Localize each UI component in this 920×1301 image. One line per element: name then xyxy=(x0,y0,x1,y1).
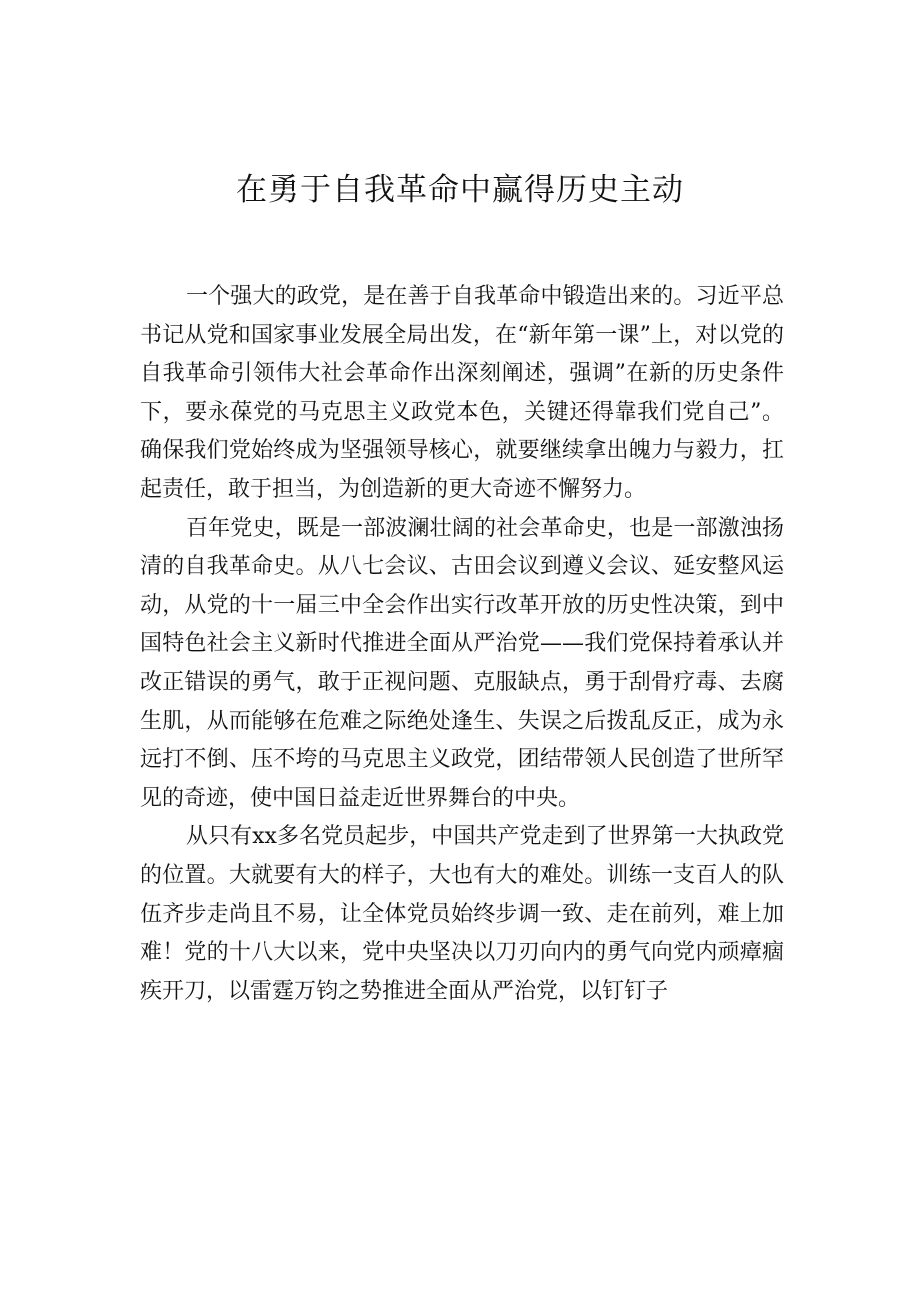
paragraph: 从只有xx多名党员起步，中国共产党走到了世界第一大执政党的位置。大就要有大的样子，大也有大的难处。训练一支百人的队伍齐步走尚且不易，让全体党员始终步调一致、走在前列，难上加难！党的十八大以来，党中央坚决以刀刃向内的勇气向党内顽瘴痼疾开刀，以雷霆万钧之势推进全面从严治党，以钉钉子 xyxy=(140,824,784,1004)
paragraph: 百年党史，既是一部波澜壮阔的社会革命史，也是一部激浊扬清的自我革命史。从八七会议、古田会议到遵义会议、延安整风运动，从党的十一届三中全会作出实行改革开放的历史性决策，到中国特色社会主义新时代推进全面从严治党——我们党保持着承认并改正错误的勇气，敢于正视问题、克服缺点，勇于刮骨疗毒、去腐生肌，从而能够在危难之际绝处逢生、失误之后拨乱反正，成为永远打不倒、压不垮的马克思主义政党，团结带领人民创造了世所罕见的奇迹，使中国日益走近世界舞台的中央。 xyxy=(140,515,784,811)
document-title: 在勇于自我革命中赢得历史主动 xyxy=(236,172,684,208)
paragraph: 一个强大的政党，是在善于自我革命中锻造出来的。习近平总书记从党和国家事业发展全局出发，在“新年第一课”上，对以党的自我革命引领伟大社会革命作出深刻阐述，强调”在新的历史条件下，要永葆党的马克思主义政党本色，关键还得靠我们党自己”。确保我们党始终成为坚强领导核心，就要继续拿出魄力与毅力，扛起责任，敢于担当，为创造新的更大奇迹不懈努力。 xyxy=(140,284,784,502)
document-body xyxy=(140,278,784,1011)
